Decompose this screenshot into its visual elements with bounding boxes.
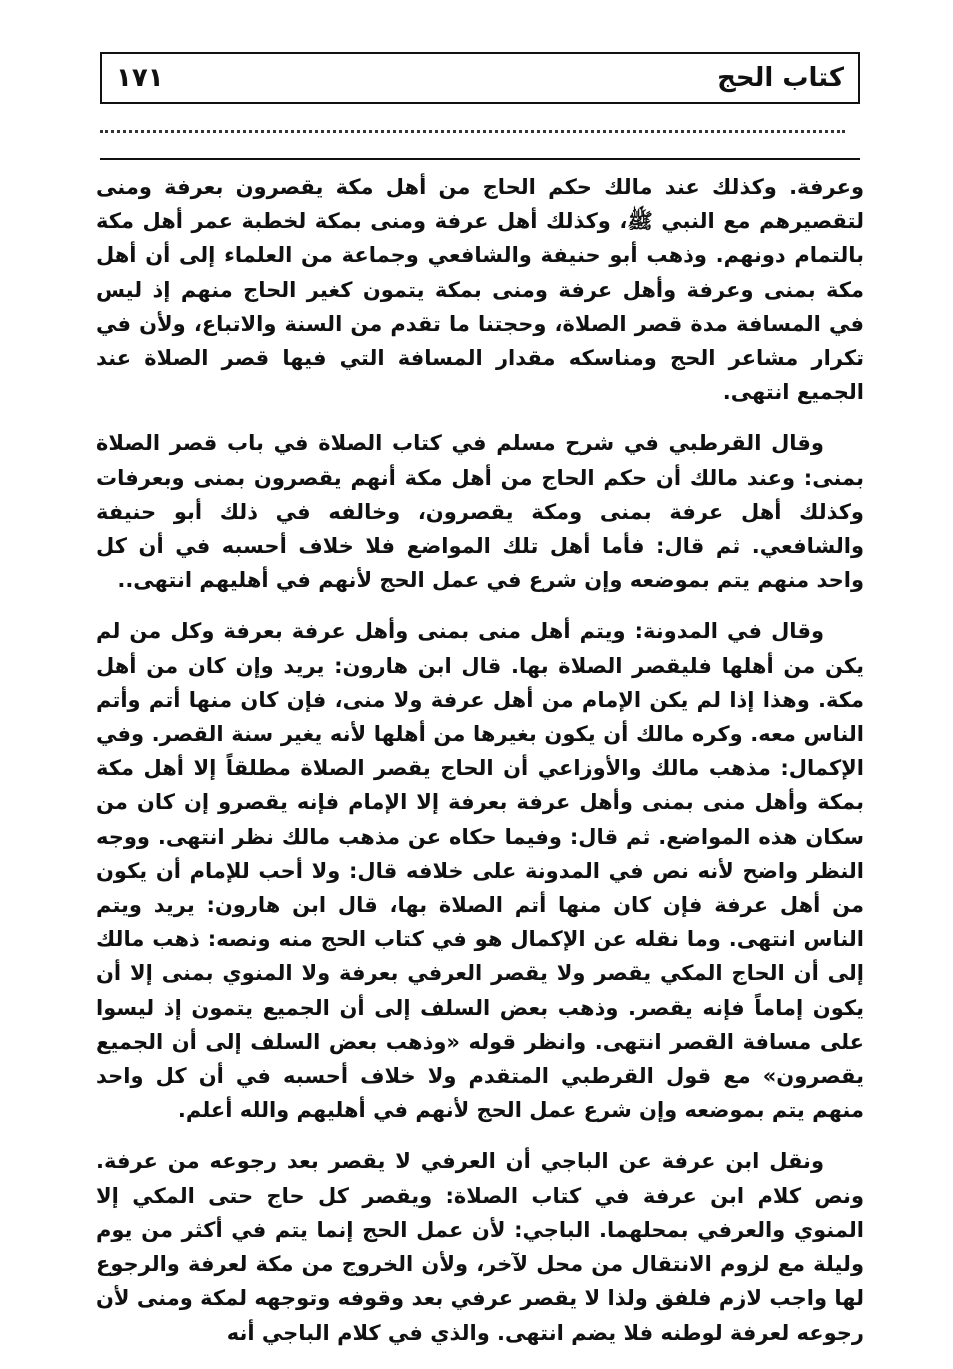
dotted-divider bbox=[100, 130, 845, 133]
paragraph-1: وعرفة. وكذلك عند مالك حكم الحاج من أهل مكة يقصرون بعرفة ومنى لتقصيرهم مع النبي ﷺ، وكذلك أهل عرفة ومنى بمكة لخطبة عمر أهل مكة بالتمام دونهم. وذهب أبو حنيفة والشافعي وجماعة من العلماء إلى أن أهل مكة بمنى وعرفة وأهل عرفة ومنى بمكة يتمون كغير الحاج منهم إذ ليس في المسافة مدة قصر الصلاة، وحجتنا ما تقدم من السنة والاتباع، ولأن في تكرار مشاعر الحج ومناسكه مقدار المسافة التي فيها قصر الصلاة عند الجميع انتهى. bbox=[96, 175, 864, 405]
paragraph-3: وقال في المدونة: ويتم أهل منى بمنى وأهل عرفة بعرفة وكل من لم يكن من أهلها فليقصر الصلاة بها. قال ابن هارون: يريد وإن كان من أهل مكة. وهذا إذا لم يكن الإمام من أهل عرفة ولا منى، فإن كان منها أتم وأتم الناس معه. وكره مالك أن يكون بغيرها من أهلها لأنه يغير سنة القصر. وفي الإكمال: مذهب مالك والأوزاعي أن الحاج يقصر الصلاة مطلقاً إلا أهل مكة بمكة وأهل منى بمنى وأهل عرفة بعرفة إلا الإمام فإنه يقصرو إن كان من سكان هذه المواضع. ثم قال: وفيما حكاه عن مذهب مالك نظر انتهى. ووجه النظر واضح لأنه نص في المدونة على خلافه قال: ولا أحب للإمام أن يكون من أهل عرفة فإن كان منها أتم الصلاة بها، قال ابن هارون: يريد ويتم الناس انتهى. وما نقله عن الإكمال هو في كتاب الحج منه ونصه: ذهب مالك إلى أن الحاج المكي يقصر ولا يقصر العرفي بعرفة ولا المنوي بمنى إلا أن يكون إماماً فإنه يقصر. وذهب بعض السلف إلى أن الجميع يتمون إذ ليسوا على مسافة القصر انتهى. وانظر قوله «وذهب بعض السلف إلى أن الجميع يقصرون» مع قول القرطبي المتقدم ولا خلاف أحسبه في أن كل واحد منهم يتم بموضعه وإن شرع عمل الحج لأنهم في أهليهم والله أعلم. bbox=[96, 619, 864, 1123]
book-title: كتاب الحج bbox=[717, 63, 844, 93]
solid-divider bbox=[100, 158, 860, 160]
paragraph-4: ونقل ابن عرفة عن الباجي أن العرفي لا يقصر بعد رجوعه من عرفة. ونص كلام ابن عرفة في كتاب الصلاة: ويقصر كل حاج حتى المكي إلا المنوي والعرفي بمحلهما. الباجي: لأن عمل الحج إنما يتم في أكثر من يوم وليلة مع لزوم الانتقال من محل لآخر، ولأن الخروج من مكة لعرفة والرجوع لها واجب لازم فلفق ولذا لا يقصر عرفي بعد وقوفه وتوجهه لمكة ومنى لأن رجوعه لعرفة لوطنه فلا يضم انتهى. والذي في كلام الباجي أنه bbox=[96, 1149, 864, 1345]
page-number: ١٧١ bbox=[116, 63, 164, 93]
paragraph-2: وقال القرطبي في شرح مسلم في كتاب الصلاة في باب قصر الصلاة بمنى: وعند مالك أن حكم الحاج من أهل مكة أنهم يقصرون بمنى وبعرفات وكذلك أهل عرفة بمنى ومكة يقصرون، وخالفه في ذلك أبو حنيفة والشافعي. ثم قال: فأما أهل تلك المواضع فلا خلاف أحسبه في أن كل واحد منهم يتم بموضعه وإن شرع في عمل الحج لأنهم في أهليهم انتهى.. bbox=[96, 431, 864, 593]
page-body bbox=[96, 170, 864, 1367]
page-header bbox=[100, 52, 860, 104]
